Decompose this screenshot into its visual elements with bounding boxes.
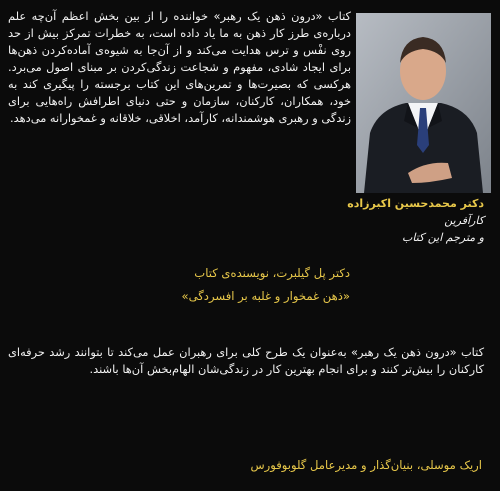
quote-1-author: دکتر پل گیلبرت، نویسنده‌ی کتاب [194, 266, 350, 280]
translator-role-1: کارآفرین [444, 214, 484, 227]
translator-photo [356, 13, 491, 193]
quote-1-book: «ذهن غمخوار و غلبه بر افسردگی» [181, 289, 350, 303]
quote-1-text: کتاب «درون ذهن یک رهبر» خواننده را از بین بخش اعظم آن‌چه علم درباره‌ی طرز کار ذهن به ما یاد داده است، به خطرات تمرکز بیش از حد روی نفْس و ترس هدایت می‌کند و از آن‌جا به شیوه‌ی آماده‌کردن ذهن‌ها برای ایجاد شادی، مفهوم و شجاعت زندگی‌کردن بر مبنای اصول می‌برد. هرکسی که بصیرت‌ها و تمرین‌های این کتاب برجسته را پیگیری کند به خود، همکاران، کارکنان، سازمان و حتی دنیای اطرافش راه‌هایی برای زندگی و رهبری هوشمندانه، کارآمد، اخلاقی، خلاقانه و غمخوارانه می‌دهد. [8, 9, 351, 125]
quote-2-text: کتاب «درون ذهن یک رهبر» به‌عنوان یک طرح کلی برای رهبران عمل می‌کند تا بتوانند رشد حرفه‌ای کارکنان را بیش‌تر کنند و برای انجام بهترین کار در زندگی‌شان الهام‌بخش آن‌ها باشند. [8, 345, 484, 376]
quote-2-author: اریک موسلی، بنیان‌گذار و مدیرعامل گلوبوفورس [250, 458, 482, 472]
translator-role-2: و مترجم این کتاب [402, 231, 484, 244]
translator-name: دکتر محمدحسین اکبرزاده [347, 197, 484, 210]
portrait-image [356, 13, 491, 193]
